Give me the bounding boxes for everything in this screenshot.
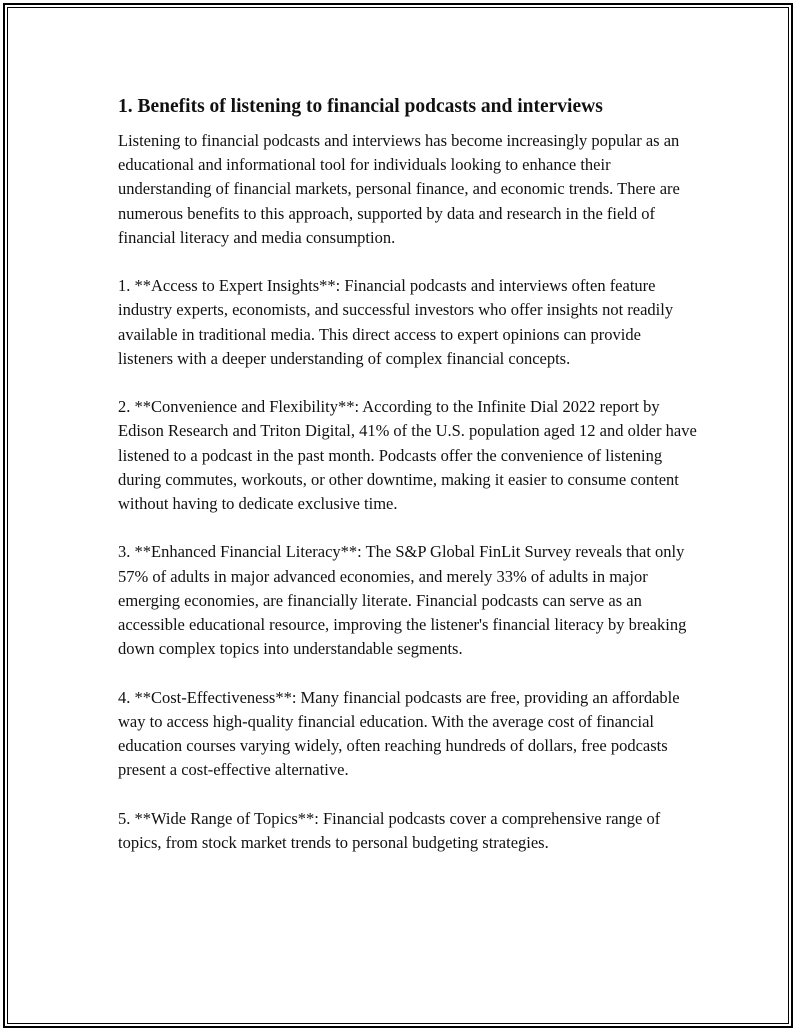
benefit-wide-range-paragraph: 5. **Wide Range of Topics**: Financial podcasts cover a comprehensive range of topics, from stock market trends to personal budgeting strategies. xyxy=(118,808,661,852)
benefit-convenience-paragraph: 2. **Convenience and Flexibility**: According to the Infinite Dial 2022 report by Edison Research and Triton Digital, 41% of the U.S. population aged 12 and older have listened to a podcast in the past month. Podcasts offer the convenience of listening during commutes, workouts, or other downtime, making it easier to consume content without having to dedicate exclusive time. xyxy=(118,397,697,514)
benefit-expert-insights-paragraph: 1. **Access to Expert Insights**: Financial podcasts and interviews often feature industry experts, economists, and successful investors who offer insights not readily available in traditional media. This direct access to expert opinions can provide listeners with a deeper understanding of complex financial concepts. xyxy=(118,276,674,368)
document-body xyxy=(118,94,698,879)
benefit-financial-literacy-paragraph: 3. **Enhanced Financial Literacy**: The S&P Global FinLit Survey reveals that only 57% of adults in major advanced economies, and merely 33% of adults in major emerging economies, are financially literate. Financial podcasts can serve as an accessible educational resource, improving the listener's financial literacy by breaking down complex topics into understandable segments. xyxy=(118,542,687,659)
section-heading: 1. Benefits of listening to financial podcasts and interviews xyxy=(118,96,603,117)
benefit-cost-effectiveness-paragraph: 4. **Cost-Effectiveness**: Many financial podcasts are free, providing an affordable way to access high-quality financial education. With the average cost of financial education courses varying widely, often reaching hundreds of dollars, free podcasts present a cost-effective alternative. xyxy=(118,687,680,780)
intro-paragraph: Listening to financial podcasts and interviews has become increasingly popular as an educational and informational tool for individuals looking to enhance their understanding of financial markets, personal finance, and economic trends. There are numerous benefits to this approach, supported by data and research in the field of financial literacy and media consumption. xyxy=(118,131,680,247)
